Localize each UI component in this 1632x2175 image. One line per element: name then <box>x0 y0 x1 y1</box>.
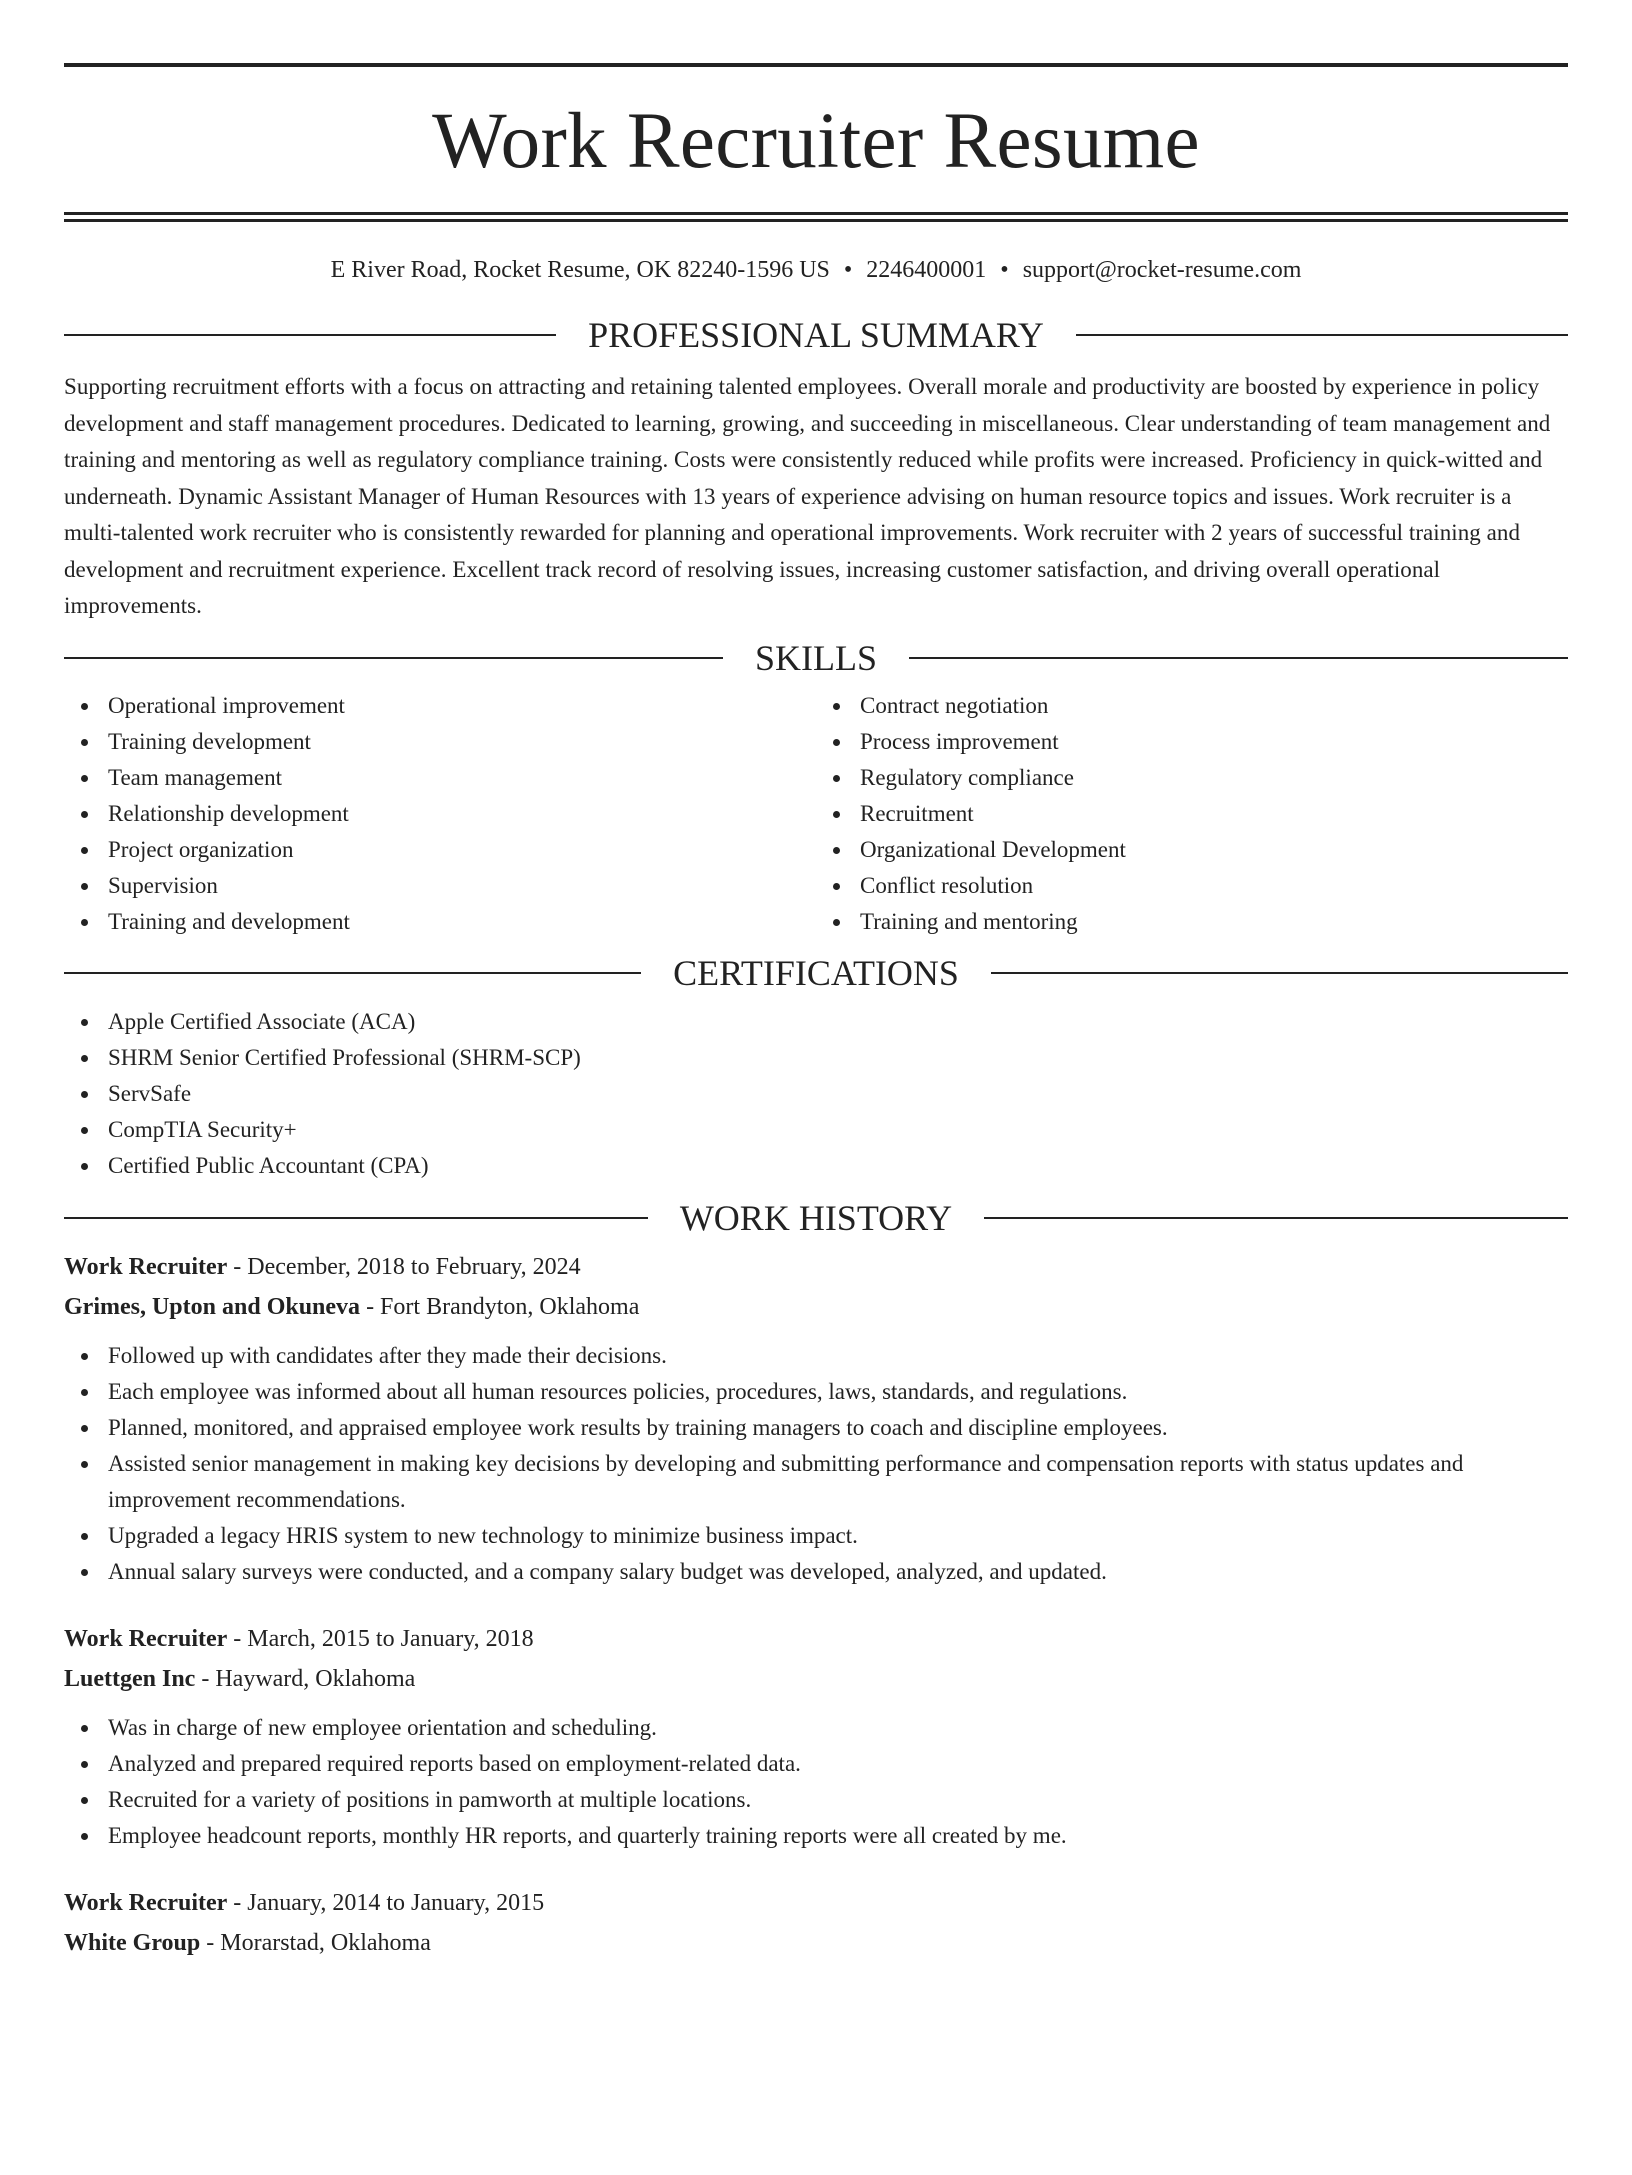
job-company-line <box>64 1287 1568 1327</box>
certification-item: Certified Public Accountant (CPA) <box>108 1148 1568 1184</box>
skill-item: Organizational Development <box>860 832 1568 868</box>
heading-rule-right <box>1076 334 1568 336</box>
job-title: Work Recruiter <box>64 1889 228 1916</box>
contact-separator: • <box>1000 257 1009 283</box>
job-bullets <box>64 1710 1568 1854</box>
job-bullet: Assisted senior management in making key decisions by developing and submitting performance and compensation reports with status updates and improvement recommendations. <box>108 1446 1568 1518</box>
job-bullets <box>64 1338 1568 1590</box>
job-bullet: Planned, monitored, and appraised employee work results by training managers to coach and discipline employees. <box>108 1410 1568 1446</box>
job-bullet: Annual salary surveys were conducted, and a company salary budget was developed, analyzed, and updated. <box>108 1554 1568 1590</box>
heading-rule-left <box>64 972 641 974</box>
job-title-line <box>64 1619 1568 1659</box>
job-bullet: Followed up with candidates after they made their decisions. <box>108 1338 1568 1374</box>
section-heading-summary: PROFESSIONAL SUMMARY <box>588 315 1044 355</box>
section-heading-certifications: CERTIFICATIONS <box>673 952 959 993</box>
skills-heading-row <box>64 638 1568 678</box>
certifications-heading-row <box>64 953 1568 993</box>
certification-item: CompTIA Security+ <box>108 1112 1568 1148</box>
contact-email[interactable]: support@rocket-resume.com <box>1022 257 1302 283</box>
skill-item: Contract negotiation <box>860 688 1568 724</box>
skill-item: Conflict resolution <box>860 868 1568 904</box>
job-bullet: Recruited for a variety of positions in pamworth at multiple locations. <box>108 1782 1568 1818</box>
job-bullet: Was in charge of new employee orientation and scheduling. <box>108 1710 1568 1746</box>
job-title: Work Recruiter <box>64 1625 228 1652</box>
summary-heading-row <box>64 315 1568 355</box>
resume-title: Work Recruiter Resume <box>432 98 1200 185</box>
heading-rule-left <box>64 334 556 336</box>
skills-list-right <box>816 688 1568 940</box>
skill-item: Training and development <box>108 904 816 940</box>
contact-separator: • <box>843 257 853 283</box>
heading-rule-right <box>984 1217 1568 1219</box>
skills-list-left <box>64 688 816 940</box>
job-company: Luettgen Inc <box>64 1665 196 1692</box>
job-bullet: Upgraded a legacy HRIS system to new technology to minimize business impact. <box>108 1518 1568 1554</box>
skill-item: Team management <box>108 760 816 796</box>
section-heading-skills: SKILLS <box>755 637 878 678</box>
contact-phone: 2246400001 <box>866 257 987 283</box>
skill-item: Recruitment <box>860 796 1568 832</box>
resume-page <box>0 63 1632 2175</box>
skills-columns <box>64 688 1568 940</box>
contact-line <box>64 255 1568 285</box>
heading-rule-right <box>909 657 1568 659</box>
job-entry <box>64 1883 1568 1963</box>
certification-item: SHRM Senior Certified Professional (SHRM-SCP) <box>108 1040 1568 1076</box>
heading-rule-left <box>64 657 723 659</box>
heading-rule-right <box>991 972 1568 974</box>
certification-item: ServSafe <box>108 1076 1568 1112</box>
skill-item: Training and mentoring <box>860 904 1568 940</box>
job-company: Grimes, Upton and Okuneva <box>64 1293 361 1320</box>
job-dates: - January, 2014 to January, 2015 <box>227 1889 545 1916</box>
job-entry <box>64 1619 1568 1854</box>
certification-item: Apple Certified Associate (ACA) <box>108 1004 1568 1040</box>
heading-rule-left <box>64 1217 648 1219</box>
section-heading-work-history: WORK HISTORY <box>679 1197 953 1238</box>
job-title-line <box>64 1883 1568 1923</box>
job-bullet: Employee headcount reports, monthly HR reports, and quarterly training reports were all created by me. <box>108 1818 1568 1854</box>
job-location: - Fort Brandyton, Oklahoma <box>360 1293 640 1320</box>
skill-item: Supervision <box>108 868 816 904</box>
job-company-line <box>64 1923 1568 1963</box>
job-company: White Group <box>64 1929 201 1956</box>
contact-address: E River Road, Rocket Resume, OK 82240-1596 US <box>330 257 830 283</box>
title-double-rule <box>64 212 1568 222</box>
skill-item: Operational improvement <box>108 688 816 724</box>
job-title: Work Recruiter <box>64 1253 228 1280</box>
job-location: - Hayward, Oklahoma <box>195 1665 416 1692</box>
summary-text: Supporting recruitment efforts with a focus on attracting and retaining talented employees. Overall morale and productivity are boosted by experience in policy development and staff management procedures. Dedicated to learning, growing, and succeeding in miscellaneous. Clear understanding of team management and training and mentoring as well as regulatory compliance training. Costs were consistently reduced while profits were increased. Proficiency in quick-witted and underneath. Dynamic Assistant Manager of Human Resources with 13 years of experience advising on human resource topics and issues. Work recruiter is a multi-talented work recruiter who is consistently rewarded for planning and operational improvements. Work recruiter with 2 years of successful training and development and recruitment experience. Excellent track record of resolving issues, increasing customer satisfaction, and driving overall operational improvements. <box>64 374 1551 618</box>
job-entry <box>64 1247 1568 1590</box>
skill-item: Process improvement <box>860 724 1568 760</box>
job-company-line <box>64 1659 1568 1699</box>
job-title-line <box>64 1247 1568 1287</box>
certifications-list <box>64 1004 1568 1184</box>
job-dates: - December, 2018 to February, 2024 <box>227 1253 581 1280</box>
job-dates: - March, 2015 to January, 2018 <box>227 1625 534 1652</box>
skill-item: Training development <box>108 724 816 760</box>
skill-item: Relationship development <box>108 796 816 832</box>
work-history-heading-row <box>64 1198 1568 1238</box>
job-bullet: Each employee was informed about all human resources policies, procedures, laws, standards, and regulations. <box>108 1374 1568 1410</box>
job-location: - Morarstad, Oklahoma <box>200 1929 431 1956</box>
skill-item: Regulatory compliance <box>860 760 1568 796</box>
skill-item: Project organization <box>108 832 816 868</box>
job-bullet: Analyzed and prepared required reports based on employment-related data. <box>108 1746 1568 1782</box>
